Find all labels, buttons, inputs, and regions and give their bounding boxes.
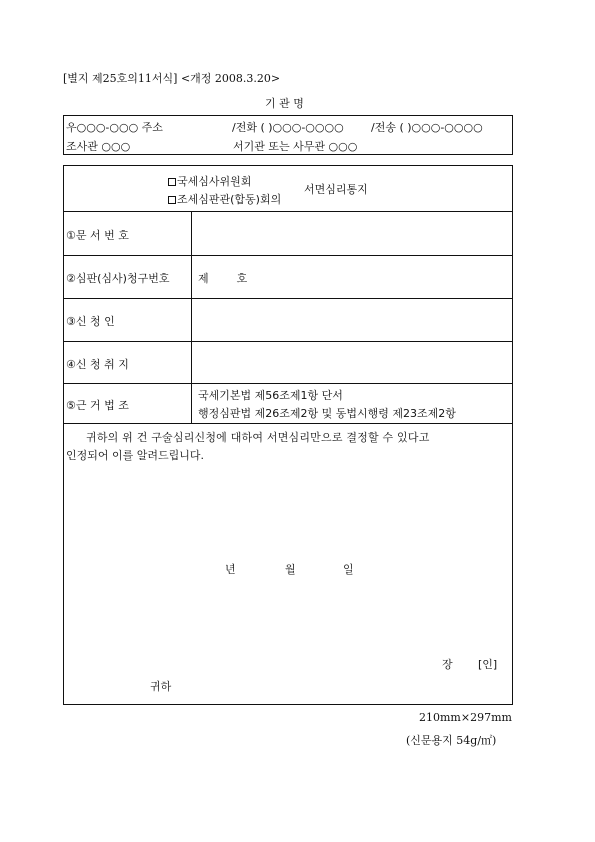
paper-size: 210mm×297mm [419,711,512,724]
column-divider [191,211,192,423]
agency-name: 기 관 명 [265,97,304,110]
fax-number: /전송 ( )○○○-○○○○ [371,121,483,134]
value-request-number[interactable]: 제 호 [198,272,248,285]
option-tax-review-committee-label: 국세심사위원회 [177,175,252,188]
recipient: 귀하 [150,680,172,693]
checkbox-icon[interactable] [168,196,176,204]
option-tax-review-committee [168,173,251,189]
date-month: 월 [285,563,296,576]
row-divider [63,383,513,384]
date-year: 년 [225,563,236,576]
label-document-number: ①문 서 번 호 [66,229,129,242]
option-tax-tribunal-meeting [168,191,281,207]
row-divider [63,255,513,256]
paper-type: (신문용지 54g/㎡) [406,734,497,747]
investigator-name: 조사관 ○○○ [66,140,131,153]
value-legal-basis-line1: 국세기본법 제56조제1항 단서 [198,389,343,402]
checkbox-icon[interactable] [168,178,176,186]
label-request-purpose: ④신 청 취 지 [66,358,129,371]
value-legal-basis-line2: 행정심판법 제26조제2항 및 동법시행령 제23조제2항 [198,407,456,420]
row-divider [63,298,513,299]
signer-title: 장 [442,658,453,671]
form-title: 서면심리통지 [304,183,368,196]
phone-number: /전화 ( )○○○-○○○○ [232,121,344,134]
notice-body-line1: 귀하의 위 건 구술심리신청에 대하여 서면심리만으로 결정할 수 있다고 [86,431,430,444]
seal-mark: [인] [478,658,498,671]
row-divider [63,423,513,424]
row-divider [63,211,513,212]
label-request-number: ②심판(심사)청구번호 [66,272,170,285]
label-applicant: ③신 청 인 [66,315,115,328]
label-legal-basis: ⑤근 거 법 조 [66,399,129,412]
officer-name: 서기관 또는 사무관 ○○○ [233,140,358,153]
postal-address: 우○○○-○○○ 주소 [66,121,163,134]
form-number: [별지 제25호의11서식] <개정 2008.3.20> [63,72,281,85]
notice-body-line2: 인정되어 이를 알려드립니다. [66,449,205,462]
row-divider [63,341,513,342]
date-day: 일 [343,563,354,576]
option-tax-tribunal-meeting-label: 조세심판관(합동)회의 [177,193,282,206]
